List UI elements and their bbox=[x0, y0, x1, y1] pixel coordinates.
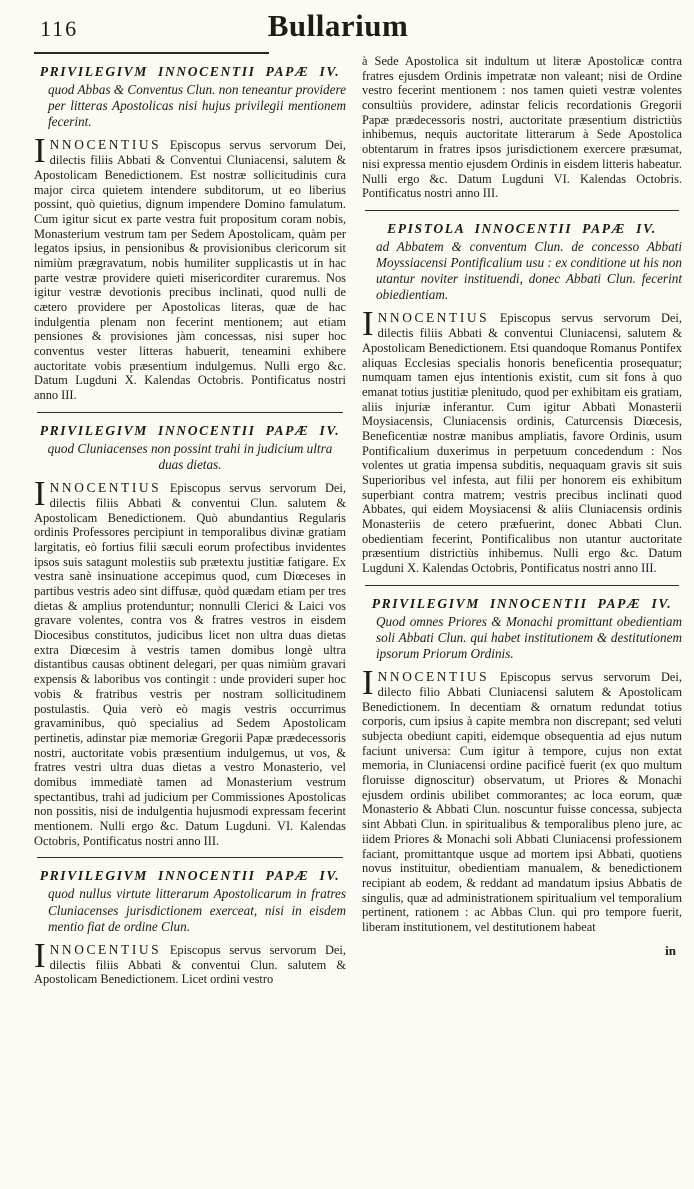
section-divider bbox=[365, 585, 679, 586]
section-body bbox=[34, 935, 346, 987]
section-heading: PRIVILEGIVM INNOCENTII PAPÆ IV. bbox=[39, 422, 341, 438]
lead-word: NNOCENTIUS bbox=[49, 137, 162, 153]
lead-word: NNOCENTIUS bbox=[377, 669, 490, 685]
header-rule bbox=[34, 52, 269, 54]
page-number: 116 bbox=[40, 16, 79, 41]
dropcap-initial: I bbox=[34, 131, 46, 171]
section-body bbox=[362, 304, 682, 576]
section-privilegium-3 bbox=[34, 868, 346, 987]
section-subtitle: Quod omnes Priores & Monachi promittant obedientiam soli Abbati Clun. qui habet institutionem & destitutionem ipsorum Priorum Ordinis. bbox=[376, 613, 682, 661]
body-text: Episcopus servus servorum Dei, dilectis filiis Abbati & conventui Clun. salutem & Apostolicam Benedictionem. Licet ordini vestro bbox=[34, 942, 346, 987]
dropcap-initial: I bbox=[34, 935, 46, 975]
section-heading: PRIVILEGIVM INNOCENTII PAPÆ IV. bbox=[39, 64, 341, 79]
right-column bbox=[362, 52, 682, 959]
section-divider bbox=[37, 412, 343, 413]
continuation-paragraph: à Sede Apostolica sit indultum ut literæ Apostolicæ contra fratres ejusdem Ordinis impetratæ non valeant; nisi de Ordine vestro fecerint mentionem : nos tamen quieti vestræ volentes consultiùs providere, adinstar felicis recordationis Gregorii Papæ prædecessoris nostri, auctoritate præsentium districtiùs inhibemus, nequis auctoritate litterarum à Sede Apostolica obtentarum in fratres ipsos jurisdictionem exercere præsumat, nisi expressa mentio ejusdem Ordinis in eisdem litteris habeatur. Nulli ergo &c. Datum Lugduni VI. Kalendas Octobris. Pontificatus nostri anno III. bbox=[362, 54, 682, 201]
lead-word: NNOCENTIUS bbox=[49, 480, 162, 496]
body-text: Episcopus servus servorum Dei, dilectis filiis Abbati & conventui Clun. salutem & Apostolicam Benedictionem. Quò abundantius Regularis ordinis Professores percipiunt in temporalibus divinæ gratiam largitatis, eò fortius filii sæculi eorum profectibus invidentes ipsos suis satagunt molestiis sub prætextu justitiæ fatigare. Ex vestra sanè insinuatione accepimus quod, cum Diœceses in partibus vestris adeo sint diffusæ, quòd quædam etiam per tres dietas & amplius protenduntur; nonnulli Clerici & Laici vos gravare volentes, contra vos & fratres vestros in eisdem Diocesibus constitutos, judicibus licet non ultra duas dietas extra Diœcesim à vestris tamen domibus longè ultra distantibus causas obtinent delegari, per quas nimiùm gravari expensis & laboribus vos contingit : unde provideri super hoc vobis & fratribus vestris per nostram sollicitudinem postulastis. Quia verò eò magis vestris occurrimus gravaminibus, quò specialius ad Sedem Apostolicam pertinetis, adinstar piæ memoriæ Gregorii Papæ prædecessoris nostri, auctoritate vobis præsentium indulgemus, ut vos, & fratres vestri ultra duas dietas a vestro Monasterio, vel domibus immediatè tamen ad Monasterium vestrum spectantibus, trahi ad judicium per Commissiones Apostolicas non possitis, nisi de indulgentia hujusmodi expressam fecerint mentionem. Nulli ergo &c. Datum Lugduni. VI. Kalendas Octobris, Pontificatus nostri anno III. bbox=[34, 481, 346, 848]
section-subtitle: quod nullus virtute litterarum Apostolicarum in fratres Cluniacenses jurisdictionem exerceat, nisi in eisdem mentio fiat de ordine Clun. bbox=[48, 886, 346, 934]
text-columns bbox=[34, 52, 682, 995]
section-divider bbox=[365, 210, 679, 211]
page-header bbox=[34, 8, 682, 52]
section-epistola bbox=[362, 221, 682, 576]
dropcap-initial: I bbox=[362, 663, 374, 703]
body-text: Episcopus servus servorum Dei, dilectis filiis Abbati & conventui Cluniacensi, salutem & Apostolicam Benedictionem. Etsi quandoque Romanus Pontifex aliquas Ecclesias specialis honoris beneficentia prosequatur; numquam tamen ejus intentionis existit, cum sit fons à quo emanat totius justitiæ plenitudo, quod per exhibitam eis gratiam, aliis injuriæ inferantur. Cum igitur Abbati Monasterii Moysiacensis, Cluniacensis ordinis, Caturcensis Diœcesis, Beneficentiæ nostræ manibus ampliatis, favore Ordinis, usum Pontificalium duxerimus in perpetuum concedendum : Nos volentes ut gratia impensa subditis, nequaquam gravis sit suis Superioribus vel infesta, aut filii per honorem eis exhibitum superbiant contra matrem; vestris precibus inclinati quod Abbates, qui eidem Moysiacensi & aliis Cluniacensis ordinis Monasteriis de cetero præfuerint, donec Abbati Clun. obedientiam fecerint, Pontificalibus non utantur auctoritate præsentium districtiùs inhibemus. Nulli ergo &c. Datum Lugduni X. Kalendas Octobris, Pontificatus nostri anno III. bbox=[362, 311, 682, 576]
dropcap-initial: I bbox=[34, 474, 46, 514]
section-body bbox=[362, 663, 682, 935]
lead-word: NNOCENTIUS bbox=[49, 941, 162, 957]
lead-word: NNOCENTIUS bbox=[377, 310, 490, 326]
section-body bbox=[34, 131, 346, 403]
body-text: Episcopus servus servorum Dei, dilectis filiis Abbati & Conventui Cluniacensi, salutem & Apostolicam Benedictionem. Est nostræ sollicitudinis cura major circa quietem intendere subditorum, ut eo liberius possint, quò quietius, dignum impendere Domino famulatum. Cum igitur sicut ex parte vestra fuit propositum coram nobis, Monasterium vestrum tam per Sedem Apostolicam, quàm per legatos ipsius, in pensionibus & provisionibus clericorum sit nimiùm prægravatum, nobis humiliter supplicastis ut in hac parte vestræ providere quieti misericorditer curaremus. Nos igitur vestræ devotionis precibus inclinati, quod nulli de cætero providere per Apostolicas literas, quæ de hac indulgentia plenam non fecerint mentionem; aut etiam pensiones & provisiones jàm concessas, nisi super hoc conventus vester litteras habuerit, teneamini exhibere auctoritate vobis præsentium indulgemus. Nulli ergo &c. Datum Lugduni X. Kalendas Octobris. Pontificatus nostri anno III. bbox=[34, 138, 346, 403]
section-privilegium-2 bbox=[34, 423, 346, 849]
section-body bbox=[34, 474, 346, 848]
dropcap-initial: I bbox=[362, 304, 374, 344]
section-heading: PRIVILEGIVM INNOCENTII PAPÆ IV. bbox=[371, 595, 673, 611]
left-column bbox=[34, 52, 346, 995]
section-privilegium-1 bbox=[34, 64, 346, 403]
section-subtitle: ad Abbatem & conventum Clun. de concesso Abbati Moyssiacensi Pontificalium usu : ex conditione ut his non utantur noviter instituendi, donec Abbati Clun. fecerint obiedientiam. bbox=[376, 238, 682, 303]
body-text: Episcopus servus servorum Dei, dilecto filio Abbati Cluniacensi salutem & Apostolicam Benedictionem. In decentiam & ornatum redundat totius corporis, cum ipsius à capite membra non discrepant; sed veluti subjecta obediunt capiti, eidemque obsequentia ad ejus nutum faciunt universa: Cum igitur à tempore, cujus non extat memoria, in Cluniacensi ordine pacificè fuerit (ex quo multum floruisse dignoscitur) observatum, ut Priores & Monachi ejusdem ordinis ubilibet commorantes; ac loca eorum, quæ Monasterio & Abbati Clun. noscuntur fuisse concessa, subjecta sint Abbati Clun. in spiritualibus & temporalibus pleno jure, ac iidem Priores & Monachi soli Abbati Cluniacensi professionem faciant, promittantque usque ad mortem ipsi Abbati, quotiens novus instituitur, obedientiam manualem, & benedictionem recipiant ab eodem, & reddant ad mandatum ipsius Abbatis de singulis, quæ ad administrationem spiritualium vel temporalium pertinent, rationem : ac Abbas Clun. qui pro tempore fuerit, liberam institutionem, vel destitutionem habeat bbox=[362, 670, 682, 934]
section-subtitle: quod Abbas & Conventus Clun. non teneantur providere per litteras Apostolicas nisi hujus privilegii mentionem fecerint. bbox=[48, 82, 346, 130]
section-heading: PRIVILEGIVM INNOCENTII PAPÆ IV. bbox=[39, 868, 341, 884]
section-divider bbox=[37, 857, 343, 858]
section-subtitle: quod Cluniacenses non possint trahi in judicium ultra duas dietas. bbox=[47, 440, 333, 472]
catchword: in bbox=[665, 942, 676, 958]
section-privilegium-priores bbox=[362, 596, 682, 935]
section-heading: EPISTOLA INNOCENTII PAPÆ IV. bbox=[387, 220, 657, 236]
page-title: Bullarium bbox=[267, 8, 409, 43]
